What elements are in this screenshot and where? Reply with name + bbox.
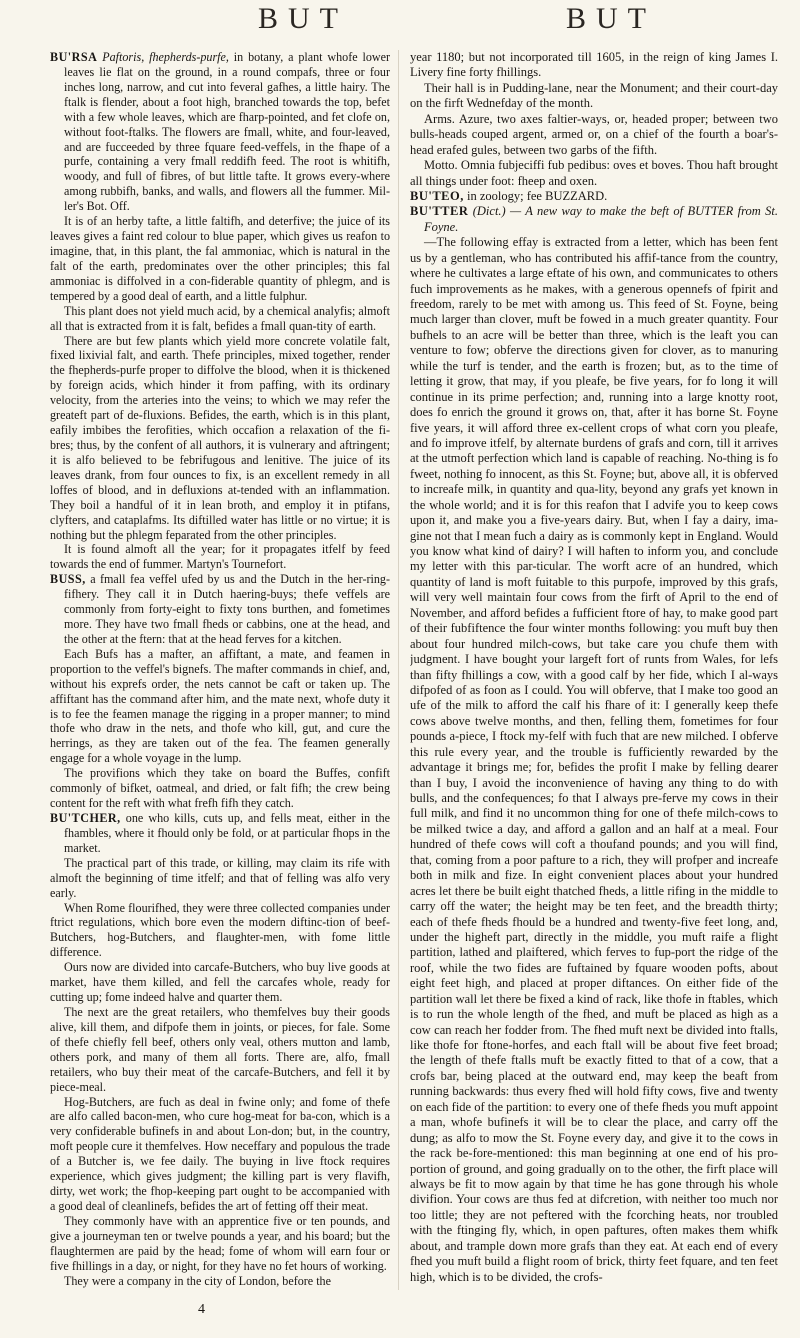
paragraph-text: The practical part of this trade, or killing, may claim its rife with almoft the beginning of time itfelf; and that of felling was alfo very early. [50,855,390,900]
paragraph-text: in botany, a plant whofe lower leaves lie flat on the ground, in a round compafs, three or four inches long, narrow, and cut into feveral gafhes, a little hairy. The ftalk is flender, about a foot high, branched towards the top, befet with a few whole leaves, which are fharp-pointed, and fet clofe on, without foot-ftalks. The flowers are fmall, white, and four-leaved, and are fucceeded by three fquare feed-veffels, in the fhape of a purfe, containing a very fmall reddifh feed. The root is whitifh, woody, and full of fibres, of but little tafte. It grows every-where among rubbifh, banks, and walls, and flowers all the fummer. Mil-ler's Bot. Off. [64,50,390,214]
paragraph-text: They were a company in the city of London, before the [64,1273,331,1288]
paragraph [410,158,778,189]
paragraph-text: Motto. Omnia fubjeciffi fub pedibus: oves et boves. Thou haft brought all things under foot: fheep and oxen. [410,158,778,188]
paragraph [50,960,390,1005]
paragraph-text: —The following effay is extracted from a letter, which has been fent us by a gentleman, who has contributed his affif-tance from the country, where he cultivates a large eftate of his own, and communicates to others fuch improvements as he makes, with a generous opennefs of fpirit and freedom, rarely to be met with among us. This feed of St. Foyne, being much larger than clover, muft be fowed in a much greater quantity. Four bufhels to an acre will be better than three, which is the leaft you can venture to fow; obferve the directions given for clover, as to manuring while the turf is tender, and the earth is frozen; but, as to the time of letting it grow, that may, if you pleafe, be five years, for fo long it will continue in its prime perfection; and, running into a large knotty root, does fo enrich the ground it grows on, that, after it has borne St. Foyne five years, it will afford three ex-cellent crops of what corn you pleafe, and fo improve itfelf, by alternate burdens of grafs and corn, till it arrives at the utmoft perfection which land is capable of reaching. No-thing is fo fweet, nothing fo innocent, as this St. Foyne; but, above all, it is obferved to increafe milk, in quantity and qua-lity, beyond any grafs yet known in the whole world; and it is for this reafon that I advife you to keep cows upon it, and make you a five-years dairy. But, when I fay a dairy, ima-gine not that I mean fuch a dairy as is commonly kept in England. Would you know what kind of dairy? I will haften to inform you, and conclude my letter with this par-ticular. The worft acre of an hundred, which quantity of land is moft fuitable to this purpofe, improved by this grafs, will very well maintain four cows from the firft of April to the end of November, and afford befides a fufficient ftore of hay, to make good part of their fubfiftence the four winter months following: you muft buy then about four hundred milch-cows, but take care you chufe them with judgment. I have bought your largeft fort of runts from Wales, for lefs than fifty fhillings a cow, with a good calf by her fide, which I al-ways difpofed of as foon as I could. You will obferve, that I make too good an ufe of the milk to afford the calf his fhare of it: I generally keep thefe cows above twelve months, and then, felling them, fometimes for four pounds a-piece, I ftock my-felf with fuch that are new milched. I obferve this rule every year, and the trouble is fufficiently rewarded by the advantage it brings me; for, befides the profit I make by felling dearer than I buy, I avoid the inconvenience of having any thing to do with bulls, and the confequences; fo that I always pre-ferve my cows in their full milk, and find it no uncommon thing for one of thefe milch-cows to be milked twice a day, and afford a gallon and an half at a meal. Four hundred of thefe cows will coft a thoufand pounds; and you will find, that, coming from a poor pafture to a rich, they will profper and increafe both in milk and fize. In eight convenient places about your hundred acres let there be built eight thatched fheds, a little rifing in the middle to carry off the water; the height may be ten feet, and the breadth thirty; each of thefe fheds fhould be a hundred and twenty-five feet long, and, under the higheft part, directly in the middle, you muft raife a flight partition, lathed and plaiftered, which ferves to fup-port the ridge of the roof, while the two fides are fuftained by fquare wooden pofts, about eight feet high, and placed at proper diftances. On either fide of the partition wall let there be fixed a kind of rack, like thofe in ftables, which is to run the whole length of the fhed, and muft be placed as high as a cow can reach her fodder from. The fhed muft next be divided into ftalls, like thofe for ftone-horfes, and each ftall will be about five feet broad; the length of thefe ftalls muft be exactly fitted to that of a cow, that a crofs bar, being placed at the outward end, may keep the beaft from running backwards: thus every fhed will hold fifty cows, five and twenty on each fide of the partition: to every one of thefe fheds you muft appoint a man, whofe bufinefs it will be to clear the place, and carry off the dung; as alfo to mow the St. Foyne every day, and give it to the cows in the rack be-fore-mentioned: this man beginning at one end of his pro-portion of ground, and going gradually on to the other, the firft place will always be fit to mow again by that time he has gone through his whole divifion. Your cows are thus fed at difcretion, with neither too much nor too little; they are not peftered with the fcorching heats, nor troubled with the ftinging fly, which, in open paftures, often makes them whifk about, and trample down more grafs than they eat. At each end of every fhed you muft build a flight room of brick, thirty feet fquare, and ten feet high, which is to be divided, the crofs- [410,235,778,1284]
running-head-right: BUT [566,2,656,35]
paragraph-text: Each Bufs has a mafter, an affiftant, a mate, and feamen in proportion to the veffel's bignefs. The mafter commands in chief, and, without his exprefs order, the nets cannot be caft or taken up. The affiftant has the command after him, and the mate next, whofe duty it is to fee the feamen manage the rigging in a proper manner; to mind thofe who draw in the nets, and thofe who kill, gut, and cure the herrings, as they are taken out of the fea. The feamen generally engage for a whole voyage in the lump. [50,646,390,766]
paragraph [50,1095,390,1214]
paragraph [50,542,390,572]
paragraph-text: It is of an herby tafte, a little faltifh, and deterfive; the juice of its leaves gives a faint red colour to blue paper, which gives us reafon to imagine, that, in this plant, the fal ammoniac, which is natural in the falt of the earth, predominates over the other principles; this fal ammoniac is diffolved in a con-fiderable quantity of phlegm, and is tempered by a good deal of earth, and a little fulphur. [50,214,390,303]
headword: BU'RSA [50,50,98,64]
dictionary-entry [50,811,390,856]
paragraph-text: one who kills, cuts up, and fells meat, either in the fhambles, where it fhould only be fold, or at particular fhops in the market. [64,811,390,855]
paragraph-text: It is found almoft all the year; for it propagates itfelf by feed towards the end of fummer. Martyn's Tournefort. [50,542,390,572]
page-number: 4 [198,1302,205,1317]
headword: BU'TTER [410,204,469,219]
paragraph [410,81,778,112]
paragraph [50,856,390,901]
paragraph-text: They commonly have with an apprentice five or ten pounds, and give a journeyman ten or twelve pounds a year, and his board; but the flaughtermen are paid by the head; fome of whom will earn four or five fhillings in a day, or night, for they have no fet hours of working. [50,1213,390,1273]
dictionary-entry [410,189,778,204]
paragraph [50,1005,390,1095]
dictionary-entry [410,204,778,235]
paragraph-text: The next are the great retailers, who themfelves buy their goods alive, kill them, and difpofe them in joints, or pieces, for fale. Some of thefe chiefly fell beef, others only veal, others mutton and lamb, others pork, and many of them all forts. There are, alfo, fmall retailers, who buy their meat of the carcafe-Butchers, and fell it by piece-meal. [50,1005,390,1094]
paragraph-text: Ours now are divided into carcafe-Butchers, who buy live goods at market, have them killed, and fell the carcafes whole, ready for cutting up; fome indeed halve and quarter them. [50,960,390,1005]
paragraph-text: a fmall fea veffel ufed by us and the Dutch in the her-ring-fifhery. They call it in Dutch haering-buys; thefe veffels are commonly from forty-eight to fixty tons burthen, and fometimes more. They have two fmall fheds or cabbins, one at the head, and the other at the ftern: that at the head ferves for a kitchen. [64,572,390,646]
paragraph [50,334,390,543]
paragraph-text: in zoology; fee BUZZARD. [463,188,608,203]
paragraph [50,647,390,766]
paragraph [50,214,390,304]
headword: BU'TEO, [410,188,464,203]
paragraph [50,304,390,334]
paragraph-text: The provifions which they take on board the Buffes, confift commonly of bifket, oatmeal, and dried, or falt fifh; the crew being content for the reft with what frefh fifh they catch. [50,766,390,811]
paragraph [50,1274,390,1289]
paragraph-text: There are but few plants which yield more concrete volatile falt, fixed lixivial falt, and earth. Thefe principles, mixed together, render the fhepherds-purfe proper to diffolve the blood, when it is thickened by foreign acids, which hinder it from paffing, with its ordinary velocity, from the arteries into the veins; to which we may refer the greateft part of de-fluxions. Befides, the earth, which is in this plant, eafily imbibes the ferofities, which occafion a relaxation of the fi-bres; thus, by the confent of all authors, it is vulnerary and aftringent; it is alfo believed to be febrifugous and lenitive. The juice of its leaves drank, from four ounces to fix, is an excellent remedy in all loffes of blood, and in defluxions at-tended with an inflammation. They boil a handful of it in lean broth, and employ it in ptifans, clyfters, and cataplafms. Its diftilled water has little or no virtue; it is nothing but the phlegm feparated from the other principles. [50,333,390,542]
dictionary-entry [50,572,390,647]
paragraph-text: year 1180; but not incorporated till 1605, in the reign of king James I. Livery fine forty fhillings. [410,50,778,80]
paragraph [50,766,390,811]
paragraph [50,901,390,961]
right-column [410,50,778,1290]
headword: BU'TCHER, [50,811,121,826]
left-column [50,50,390,1290]
italic-gloss: Paftoris, fhepherds-purfe, [97,50,229,64]
paragraph [410,50,778,81]
paragraph-text: When Rome flourifhed, they were three collected companies under ftrict regulations, which bore even the modern diftinc-tion of beef-Butchers, hog-Butchers, and flaughter-men, with fome little difference. [50,900,390,960]
column-divider [398,50,399,1290]
paragraph-text: Their hall is in Pudding-lane, near the Monument; and their court-day on the firft Wednefday of the month. [410,80,778,111]
paragraph-text: Hog-Butchers, are fuch as deal in fwine only; and fome of thefe are alfo called bacon-men, who cure hog-meat for ba-con, which is a very confiderable bufinefs in and about Lon-don; but, in the country, moft people cure it themfelves. How neceffary and populous the trade of a Butcher is, we fee daily. The buying in live ftock requires experience, which gives judgment; the killing part is very flavifh, dirty, wet work; the fhop-keeping part ought to be accompanied with a good deal of cleanlinefs, befides the art of fetting off their meat. [50,1094,390,1213]
paragraph [410,235,778,1285]
paragraph-text: This plant does not yield much acid, by a chemical analyfis; almoft all that is extracted from it is falt, befides a fmall quan-tity of earth. [50,303,390,333]
paragraph [50,1214,390,1274]
headword: BUSS, [50,572,86,587]
running-head-left: BUT [258,2,348,35]
dictionary-entry [50,50,390,214]
paragraph [410,112,778,158]
italic-gloss: (Dict.) — A new way to make the beft of BUTTER from St. Foyne. [424,204,778,234]
paragraph-text: Arms. Azure, two axes faltier-ways, or, headed proper; between two bulls-heads couped argent, armed or, on a chief of the fourth a boar's-head erafed gules, between two garbs of the fifth. [410,111,778,157]
